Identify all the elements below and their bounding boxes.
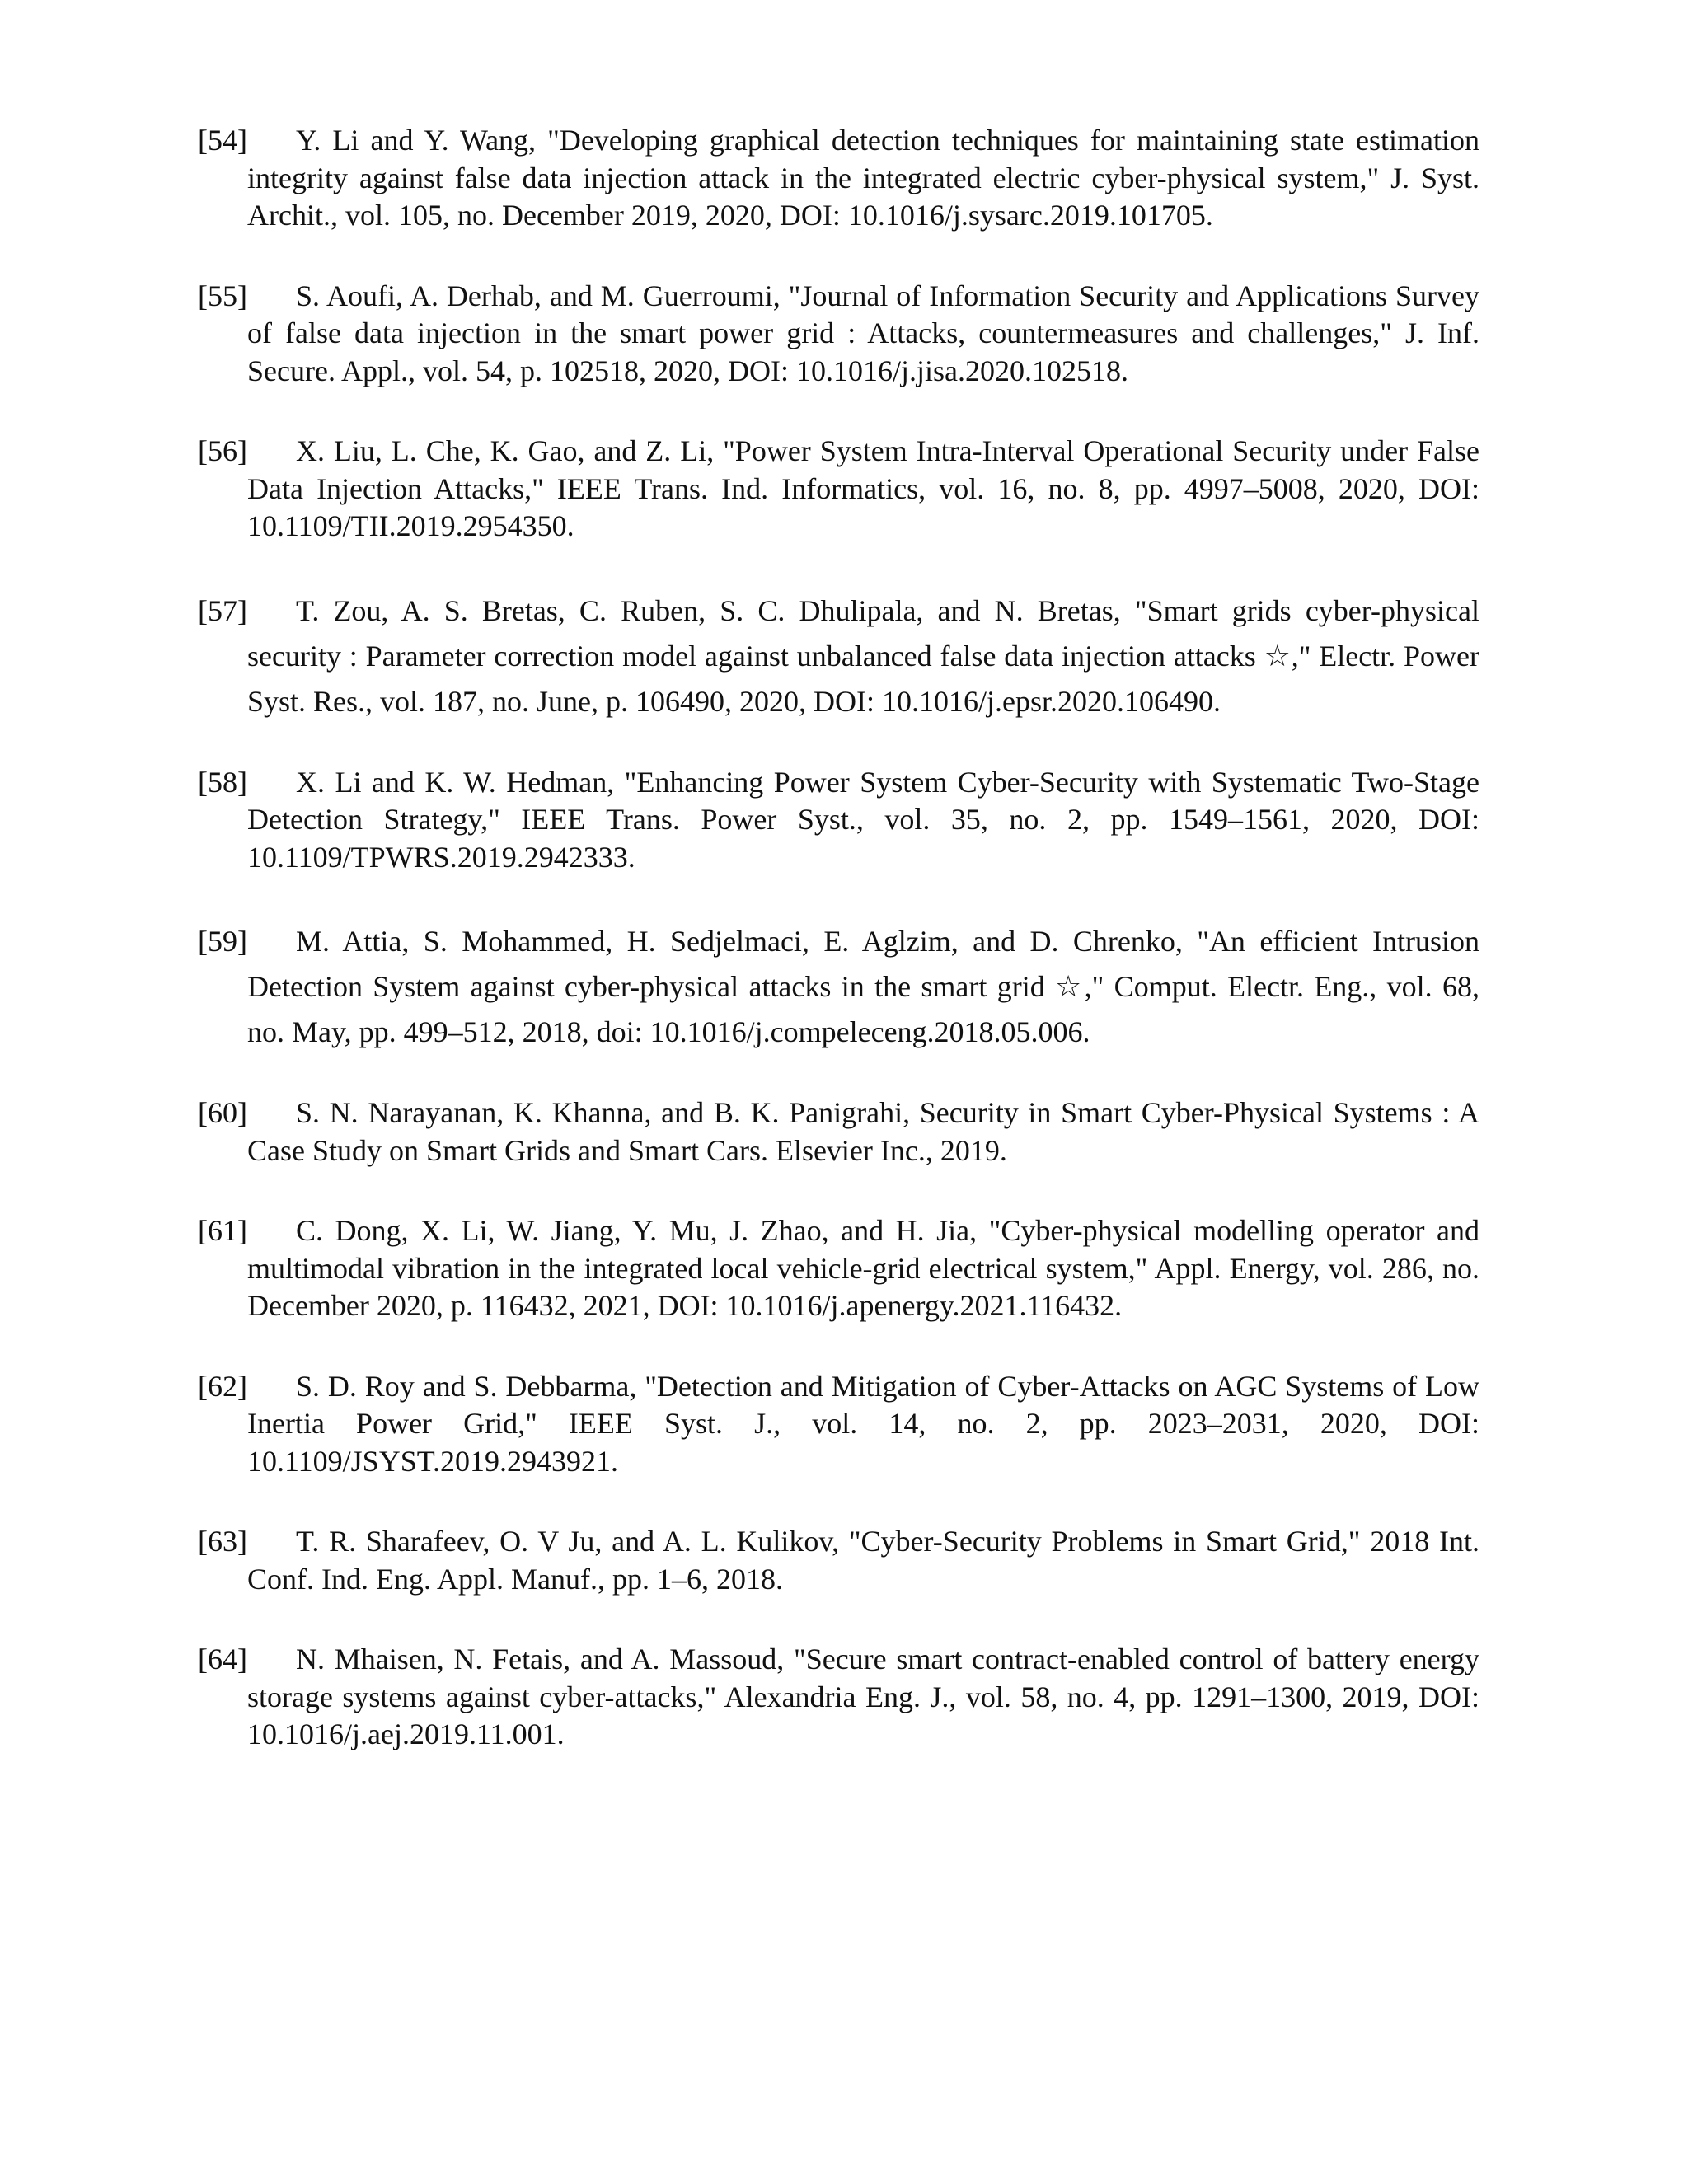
reference-number: [64]: [198, 1643, 247, 1675]
reference-number: [54]: [198, 124, 247, 157]
reference-number: [60]: [198, 1096, 247, 1129]
reference-number: [56]: [198, 434, 247, 467]
reference-text: M. Attia, S. Mohammed, H. Sedjelmaci, E. Aglzim, and D. Chrenko, "An efficient Intrusion Detection System against cyber-physical attacks in the smart grid ☆," Comput. Electr. Eng., vol. 68, no. May, pp. 499–512, 2018, doi: 10.1016/j.compeleceng.2018.05.006.: [247, 925, 1479, 1048]
reference-item-60: [198, 1094, 1479, 1169]
reference-item-58: [198, 764, 1479, 877]
reference-text: T. Zou, A. S. Bretas, C. Ruben, S. C. Dhulipala, and N. Bretas, "Smart grids cyber-physical security : Parameter correction model against unbalanced false data injection attacks ☆," Electr. Power Syst. Res., vol. 187, no. June, p. 106490, 2020, DOI: 10.1016/j.epsr.2020.106490.: [247, 593, 1479, 718]
reference-list: [198, 122, 1479, 1797]
reference-item-64: [198, 1641, 1479, 1754]
reference-item-54: [198, 122, 1479, 235]
reference-number: [59]: [198, 925, 247, 958]
reference-text: N. Mhaisen, N. Fetais, and A. Massoud, "Secure smart contract-enabled control of battery energy storage systems against cyber-attacks," Alexandria Eng. J., vol. 58, no. 4, pp. 1291–1300, 2019, DOI: 10.1016/j.aej.2019.11.001.: [247, 1643, 1479, 1750]
reference-number: [58]: [198, 765, 247, 799]
reference-text: Y. Li and Y. Wang, "Developing graphical detection techniques for maintaining state estimation integrity against false data injection attack in the integrated electric cyber-physical system," J. Syst. Archit., vol. 105, no. December 2019, 2020, DOI: 10.1016/j.sysarc.2019.101705.: [247, 124, 1479, 232]
reference-text: X. Liu, L. Che, K. Gao, and Z. Li, "Power System Intra-Interval Operational Security under False Data Injection Attacks," IEEE Trans. Ind. Informatics, vol. 16, no. 8, pp. 4997–5008, 2020, DOI: 10.1109/TII.2019.2954350.: [247, 434, 1479, 542]
reference-text: S. D. Roy and S. Debbarma, "Detection and Mitigation of Cyber-Attacks on AGC Systems of Low Inertia Power Grid," IEEE Syst. J., vol. 14, no. 2, pp. 2023–2031, 2020, DOI: 10.1109/JSYST.2019.2943921.: [247, 1369, 1479, 1478]
reference-number: [61]: [198, 1214, 247, 1247]
reference-text: S. Aoufi, A. Derhab, and M. Guerroumi, "Journal of Information Security and Applications Survey of false data injection in the smart power grid : Attacks, countermeasures and challenges," J. Inf. Secure. Appl., vol. 54, p. 102518, 2020, DOI: 10.1016/j.jisa.2020.102518.: [247, 279, 1479, 387]
reference-number: [63]: [198, 1525, 247, 1558]
reference-text: C. Dong, X. Li, W. Jiang, Y. Mu, J. Zhao, and H. Jia, "Cyber-physical modelling operator and multimodal vibration in the integrated local vehicle-grid electrical system," Appl. Energy, vol. 286, no. December 2020, p. 116432, 2021, DOI: 10.1016/j.apenergy.2021.116432.: [247, 1214, 1479, 1322]
reference-item-61: [198, 1212, 1479, 1325]
reference-item-56: [198, 433, 1479, 546]
reference-text: T. R. Sharafeev, O. V Ju, and A. L. Kulikov, "Cyber-Security Problems in Smart Grid," 2018 Int. Conf. Ind. Eng. Appl. Manuf., pp. 1–6, 2018.: [247, 1525, 1479, 1596]
reference-text: S. N. Narayanan, K. Khanna, and B. K. Panigrahi, Security in Smart Cyber-Physical Systems : A Case Study on Smart Grids and Smart Cars. Elsevier Inc., 2019.: [247, 1096, 1479, 1167]
reference-item-63: [198, 1523, 1479, 1598]
reference-number: [55]: [198, 279, 247, 312]
reference-number: [62]: [198, 1369, 247, 1403]
reference-item-55: [198, 278, 1479, 391]
reference-item-59: [198, 919, 1479, 1055]
reference-item-62: [198, 1368, 1479, 1481]
reference-text: X. Li and K. W. Hedman, "Enhancing Power System Cyber-Security with Systematic Two-Stage Detection Strategy," IEEE Trans. Power Syst., vol. 35, no. 2, pp. 1549–1561, 2020, DOI: 10.1109/TPWRS.2019.2942333.: [247, 765, 1479, 874]
reference-number: [57]: [198, 593, 247, 627]
reference-item-57: [198, 588, 1479, 724]
